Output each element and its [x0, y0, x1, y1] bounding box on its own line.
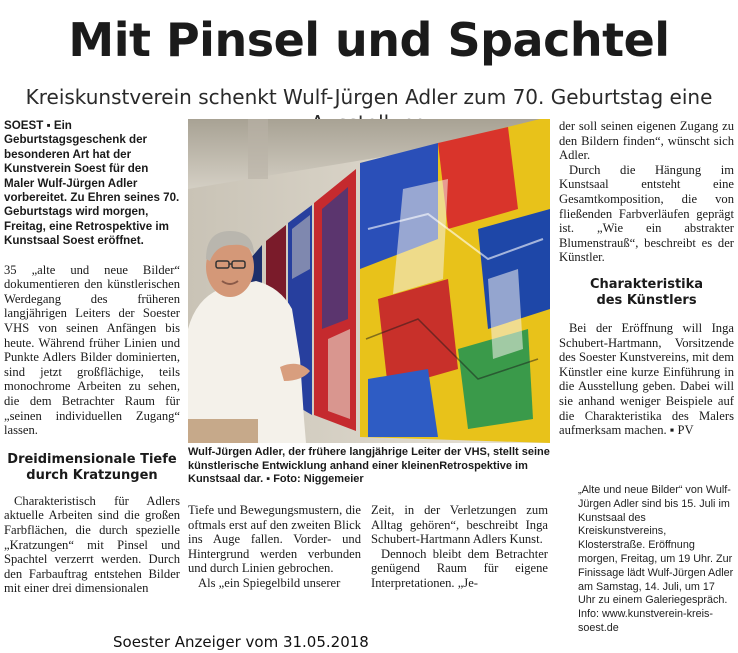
paragraph: 35 „alte und neue Bilder“ dokumentieren den künstlerischen Werdegang des früheren langjährigen Leiters der Soester VHS von seinen Anfängen bis heute. Während früher Linien und Punkte Adlers Bilder dominierten, sind jetzt großflächige, teils monochrome Arbeiten zu sehen, die dem Betrachter Raum für „seinen individuellen Zugang“ lassen. — [4, 262, 180, 438]
paragraph: Charakteristisch für Adlers aktuelle Arbeiten sind die großen Farbflächen, die durch spezielle „Kratzungen“ mit Pinsel und Spachtel verzerrt werden. Durch den Farbauftrag entstehen Bilder mit einer drei dimensionalen — [4, 493, 180, 596]
photo-caption: Wulf-Jürgen Adler, der frühere langjährige Leiter der VHS, stellt seine künstlerische Entwicklung anhand einer kleinenRetrospektive im Kunstsaal dar. ▪ Foto: Niggemeier — [188, 446, 550, 486]
lead-paragraph: SOEST ▪ Ein Geburtstagsgeschenk der besonderen Art hat der Kunstverein Soest für den Maler Wulf-Jürgen Adler vorbereitet. Zu Ehren seines 70. Geburtstags wird morgen, Freitag, eine Retrospektive im Kunstsaal Soest eröffnet. — [4, 119, 180, 248]
column-3 — [371, 503, 548, 591]
subheading-line-2: des Künstlers — [596, 292, 697, 308]
subheading-line-1: Charakteristika — [589, 276, 704, 292]
info-text: „Alte und neue Bilder“ von Wulf-Jürgen Adler sind bis 15. Juli im Kunstsaal des Kreiskunstvereins, Klosterstraße. Eröffnung morgen, Freitag, um 19 Uhr. Zur Finissage lädt Wulf-Jürgen Adler am Samstag, 14. Juli, um 17 Uhr zu einem Galeriegespräch. Info: www.kunstverein-kreis-soest.de — [578, 484, 734, 634]
column-1 — [4, 119, 180, 596]
paragraph: Tiefe und Bewegungsmustern, die oftmals erst auf den zweiten Blick ins Auge fallen. Vorder- und Hintergrund werden verbunden und durch Linien gebrochen. — [188, 503, 361, 576]
paragraph: Bei der Eröffnung will Inga Schubert-Hartmann, Vorsitzende des Soester Kunstvereins, mit dem Künstler eine kurze Einführung in die Ausstellung geben. Dabei will sie anhand weniger Beispiele auf die Charakteristika des Malers aufmerksam machen. ▪ PV — [559, 320, 734, 438]
subheading-line-2: durch Kratzungen — [26, 467, 158, 483]
column-4 — [559, 119, 734, 438]
article-photo — [188, 119, 550, 443]
paragraph: der soll seinen eigenen Zugang zu den Bildern finden“, wünscht sich Adler. — [559, 119, 734, 163]
paragraph: Dennoch bleibt dem Betrachter genügend Raum für eigene Interpretationen. „Je- — [371, 546, 548, 590]
info-box — [578, 484, 734, 636]
paragraph: Zeit, in der Verletzungen zum Alltag gehören“, beschreibt Inga Schubert-Hartmann Adlers Kunst. — [371, 503, 548, 547]
photo-illustration — [188, 119, 550, 443]
source-line: Soester Anzeiger vom 31.05.2018 — [113, 633, 369, 651]
column-2 — [188, 503, 361, 591]
paragraph: Als „ein Spiegelbild unserer — [198, 575, 341, 590]
paragraph: Durch die Hängung im Kunstsaal entsteht eine Gesamtkomposition, die von fließenden Farbverläufen geprägt ist. „Wie ein abstrakter Blumenstrauß“, beschreibt es der Künstler. — [559, 162, 734, 265]
article-headline: Mit Pinsel und Spachtel — [68, 13, 670, 67]
article-subheadline: Kreiskunstverein schenkt Wulf-Jürgen Adler zum 70. Geburtstag eine — [25, 85, 713, 109]
subheading-line-1: Dreidimensionale Tiefe — [7, 451, 177, 467]
